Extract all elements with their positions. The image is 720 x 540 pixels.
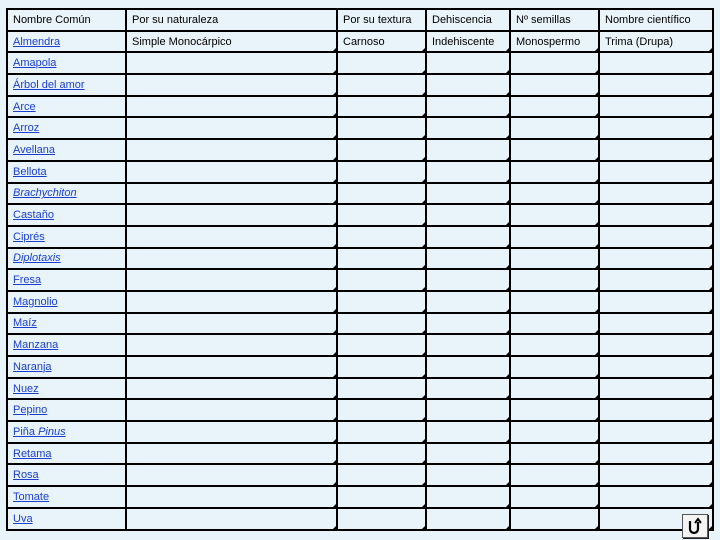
fruit-link[interactable]: [13, 448, 52, 460]
fruit-name: Tomate: [13, 490, 50, 503]
common-name-cell: [7, 248, 126, 270]
classification-cell[interactable]: [426, 248, 510, 270]
classification-cell[interactable]: [126, 443, 337, 465]
classification-cell[interactable]: [510, 421, 599, 443]
common-name-cell: [7, 183, 126, 205]
fruit-link[interactable]: [13, 339, 58, 351]
classification-cell[interactable]: [337, 269, 426, 291]
classification-cell[interactable]: [426, 74, 510, 96]
table-row: [7, 139, 713, 161]
fruit-name: Maíz: [13, 317, 37, 330]
classification-cell[interactable]: [426, 486, 510, 508]
common-name-cell: [7, 52, 126, 74]
classification-cell[interactable]: [510, 183, 599, 205]
table-row: [7, 443, 713, 465]
classification-cell[interactable]: [599, 421, 713, 443]
table-row: [7, 421, 713, 443]
classification-cell[interactable]: [599, 378, 713, 400]
common-name-cell: [7, 31, 126, 53]
fruit-link[interactable]: [13, 122, 39, 134]
classification-cell[interactable]: [126, 356, 337, 378]
fruit-link[interactable]: [13, 101, 36, 113]
common-name-cell: [7, 313, 126, 335]
classification-cell[interactable]: [126, 421, 337, 443]
header-row: [7, 9, 713, 31]
classification-cell[interactable]: [126, 399, 337, 421]
classification-cell[interactable]: [426, 226, 510, 248]
classification-cell[interactable]: [126, 248, 337, 270]
fruit-name: Piña: [13, 425, 39, 438]
classification-cell[interactable]: [510, 269, 599, 291]
fruit-link[interactable]: [13, 144, 55, 156]
fruit-link[interactable]: [13, 513, 33, 525]
cell-value: Indehiscente: [432, 35, 495, 48]
classification-cell[interactable]: [510, 291, 599, 313]
classification-cell[interactable]: [126, 313, 337, 335]
classification-cell[interactable]: [599, 117, 713, 139]
classification-cell[interactable]: [599, 334, 713, 356]
classification-cell[interactable]: [426, 117, 510, 139]
classification-cell[interactable]: [426, 161, 510, 183]
classification-cell[interactable]: [599, 139, 713, 161]
common-name-cell: [7, 161, 126, 183]
column-header: Por su textura: [337, 9, 426, 31]
classification-cell[interactable]: [126, 226, 337, 248]
classification-cell[interactable]: [126, 508, 337, 530]
fruit-link[interactable]: [13, 426, 66, 438]
fruit-link[interactable]: [13, 79, 85, 91]
common-name-cell: [7, 356, 126, 378]
fruit-name: Árbol del amor: [13, 78, 85, 91]
fruit-name: Castaño: [13, 209, 54, 222]
classification-cell[interactable]: [126, 204, 337, 226]
fruit-link[interactable]: [13, 361, 52, 373]
classification-cell[interactable]: [599, 248, 713, 270]
classification-cell[interactable]: [337, 96, 426, 118]
table-row: [7, 183, 713, 205]
classification-cell[interactable]: [426, 269, 510, 291]
common-name-cell: [7, 269, 126, 291]
classification-cell[interactable]: [126, 334, 337, 356]
common-name-cell: [7, 117, 126, 139]
classification-cell[interactable]: [337, 334, 426, 356]
table-row: [7, 31, 713, 53]
classification-cell[interactable]: [337, 508, 426, 530]
classification-cell[interactable]: [599, 74, 713, 96]
column-header: Por su naturaleza: [126, 9, 337, 31]
classification-cell[interactable]: [426, 291, 510, 313]
fruit-link[interactable]: [13, 36, 60, 48]
fruit-name: Fresa: [13, 274, 42, 287]
classification-cell[interactable]: [337, 399, 426, 421]
common-name-cell: [7, 443, 126, 465]
classification-cell[interactable]: [337, 31, 426, 53]
fruit-name: Brachychiton: [13, 187, 77, 200]
classification-cell[interactable]: [426, 334, 510, 356]
classification-cell[interactable]: [510, 313, 599, 335]
common-name-cell: [7, 399, 126, 421]
classification-cell[interactable]: [426, 204, 510, 226]
classification-cell[interactable]: [426, 443, 510, 465]
classification-cell[interactable]: [337, 226, 426, 248]
fruit-name: Retama: [13, 447, 52, 460]
common-name-cell: [7, 226, 126, 248]
table-row: [7, 334, 713, 356]
fruit-link[interactable]: [13, 274, 41, 286]
classification-cell[interactable]: [599, 204, 713, 226]
table-row: [7, 117, 713, 139]
classification-cell[interactable]: [126, 96, 337, 118]
classification-cell[interactable]: [599, 269, 713, 291]
classification-cell[interactable]: [510, 74, 599, 96]
fruit-name: Manzana: [13, 339, 59, 352]
classification-cell[interactable]: [510, 204, 599, 226]
fruit-name: Arroz: [13, 122, 40, 135]
common-name-cell: [7, 378, 126, 400]
classification-cell[interactable]: [510, 226, 599, 248]
classification-cell[interactable]: [426, 421, 510, 443]
classification-cell[interactable]: [426, 139, 510, 161]
classification-cell[interactable]: [126, 161, 337, 183]
classification-cell[interactable]: [510, 399, 599, 421]
classification-cell[interactable]: [510, 486, 599, 508]
common-name-cell: [7, 139, 126, 161]
classification-cell[interactable]: [337, 183, 426, 205]
classification-cell[interactable]: [599, 399, 713, 421]
table-row: [7, 161, 713, 183]
table-row: [7, 204, 713, 226]
fruit-link[interactable]: [13, 296, 58, 308]
classification-cell[interactable]: [126, 464, 337, 486]
classification-cell[interactable]: [126, 139, 337, 161]
classification-cell[interactable]: [126, 291, 337, 313]
table-row: [7, 356, 713, 378]
column-header: Dehiscencia: [426, 9, 510, 31]
common-name-cell: [7, 204, 126, 226]
fruit-name: Bellota: [13, 165, 47, 178]
cell-value: Monospermo: [516, 35, 581, 48]
classification-cell[interactable]: [337, 161, 426, 183]
classification-cell[interactable]: [426, 183, 510, 205]
fruit-name: Pepino: [13, 404, 48, 417]
classification-cell[interactable]: [599, 486, 713, 508]
classification-cell[interactable]: [337, 421, 426, 443]
fruit-link[interactable]: [13, 469, 39, 481]
classification-cell[interactable]: [599, 291, 713, 313]
classification-cell[interactable]: [126, 31, 337, 53]
cell-value: Carnoso: [343, 35, 385, 48]
classification-cell[interactable]: [510, 139, 599, 161]
common-name-cell: [7, 96, 126, 118]
return-u-turn-icon: [686, 517, 704, 535]
classification-cell[interactable]: [337, 248, 426, 270]
column-header: Nº semillas: [510, 9, 599, 31]
table-row: [7, 96, 713, 118]
classification-cell[interactable]: [599, 96, 713, 118]
classification-cell[interactable]: [510, 378, 599, 400]
classification-cell[interactable]: [426, 356, 510, 378]
classification-cell[interactable]: [126, 486, 337, 508]
classification-cell[interactable]: [126, 183, 337, 205]
column-header: Nombre científico: [599, 9, 713, 31]
table-row: [7, 291, 713, 313]
table-row: [7, 486, 713, 508]
classification-cell[interactable]: [510, 31, 599, 53]
common-name-cell: [7, 334, 126, 356]
fruit-link[interactable]: [13, 166, 47, 178]
classification-cell[interactable]: [426, 464, 510, 486]
table-row: [7, 248, 713, 270]
fruit-name: Nuez: [13, 382, 39, 395]
classification-cell[interactable]: [426, 378, 510, 400]
fruit-classification-table: [6, 8, 714, 531]
classification-cell[interactable]: [599, 183, 713, 205]
classification-cell[interactable]: [337, 378, 426, 400]
fruit-name: Diplotaxis: [13, 252, 61, 265]
fruit-name: Arce: [13, 100, 36, 113]
classification-cell[interactable]: [337, 291, 426, 313]
classification-cell[interactable]: [510, 52, 599, 74]
classification-cell[interactable]: [510, 508, 599, 530]
fruit-link[interactable]: [13, 57, 56, 69]
table-row: [7, 464, 713, 486]
cell-value: Simple Monocárpico: [132, 35, 232, 48]
classification-cell[interactable]: [126, 378, 337, 400]
fruit-name-suffix: Pinus: [38, 425, 66, 438]
fruit-name: Uva: [13, 512, 33, 525]
table-row: [7, 378, 713, 400]
classification-cell[interactable]: [337, 52, 426, 74]
classification-cell[interactable]: [426, 399, 510, 421]
classification-cell[interactable]: [510, 443, 599, 465]
common-name-cell: [7, 464, 126, 486]
classification-cell[interactable]: [426, 52, 510, 74]
return-button[interactable]: [682, 514, 708, 538]
classification-cell[interactable]: [599, 161, 713, 183]
classification-cell[interactable]: [599, 31, 713, 53]
fruit-link[interactable]: [13, 187, 77, 199]
fruit-link[interactable]: [13, 383, 39, 395]
column-header: Nombre Común: [7, 9, 126, 31]
fruit-link[interactable]: [13, 252, 61, 264]
classification-cell[interactable]: [510, 334, 599, 356]
classification-cell[interactable]: [510, 96, 599, 118]
classification-cell[interactable]: [426, 313, 510, 335]
classification-cell[interactable]: [126, 117, 337, 139]
table-row: [7, 226, 713, 248]
common-name-cell: [7, 421, 126, 443]
fruit-link[interactable]: [13, 317, 37, 329]
common-name-cell: [7, 291, 126, 313]
classification-cell[interactable]: [426, 508, 510, 530]
classification-cell[interactable]: [337, 486, 426, 508]
classification-cell[interactable]: [337, 74, 426, 96]
fruit-link[interactable]: [13, 404, 47, 416]
classification-cell[interactable]: [599, 443, 713, 465]
table-row: [7, 508, 713, 530]
classification-cell[interactable]: [599, 226, 713, 248]
fruit-name: Magnolio: [13, 295, 58, 308]
classification-cell[interactable]: [126, 269, 337, 291]
fruit-name: Naranja: [13, 360, 52, 373]
classification-cell[interactable]: [337, 139, 426, 161]
classification-cell[interactable]: [510, 464, 599, 486]
table-row: [7, 269, 713, 291]
arrow-down-right-icon: [708, 525, 713, 530]
fruit-name: Ciprés: [13, 230, 45, 243]
classification-cell[interactable]: [337, 443, 426, 465]
classification-cell[interactable]: [126, 74, 337, 96]
classification-cell[interactable]: [426, 96, 510, 118]
classification-cell[interactable]: [599, 464, 713, 486]
common-name-cell: [7, 508, 126, 530]
fruit-link[interactable]: [13, 491, 49, 503]
classification-cell[interactable]: [337, 204, 426, 226]
classification-cell[interactable]: [337, 356, 426, 378]
classification-cell[interactable]: [510, 161, 599, 183]
classification-cell[interactable]: [510, 117, 599, 139]
fruit-name: Almendra: [13, 35, 61, 48]
table-row: [7, 74, 713, 96]
classification-cell[interactable]: [510, 248, 599, 270]
classification-cell[interactable]: [337, 117, 426, 139]
classification-cell[interactable]: [426, 31, 510, 53]
common-name-cell: [7, 486, 126, 508]
table-row: [7, 52, 713, 74]
classification-cell[interactable]: [599, 356, 713, 378]
fruit-name: Avellana: [13, 143, 55, 156]
cell-value: Trima (Drupa): [605, 35, 674, 48]
fruit-link[interactable]: [13, 209, 54, 221]
table-row: [7, 399, 713, 421]
classification-cell[interactable]: [126, 52, 337, 74]
table-row: [7, 313, 713, 335]
classification-cell[interactable]: [599, 52, 713, 74]
classification-cell[interactable]: [510, 356, 599, 378]
classification-cell[interactable]: [337, 313, 426, 335]
fruit-link[interactable]: [13, 231, 45, 243]
common-name-cell: [7, 74, 126, 96]
classification-cell[interactable]: [337, 464, 426, 486]
fruit-name: Rosa: [13, 469, 39, 482]
fruit-name: Amapola: [13, 57, 57, 70]
classification-cell[interactable]: [599, 313, 713, 335]
